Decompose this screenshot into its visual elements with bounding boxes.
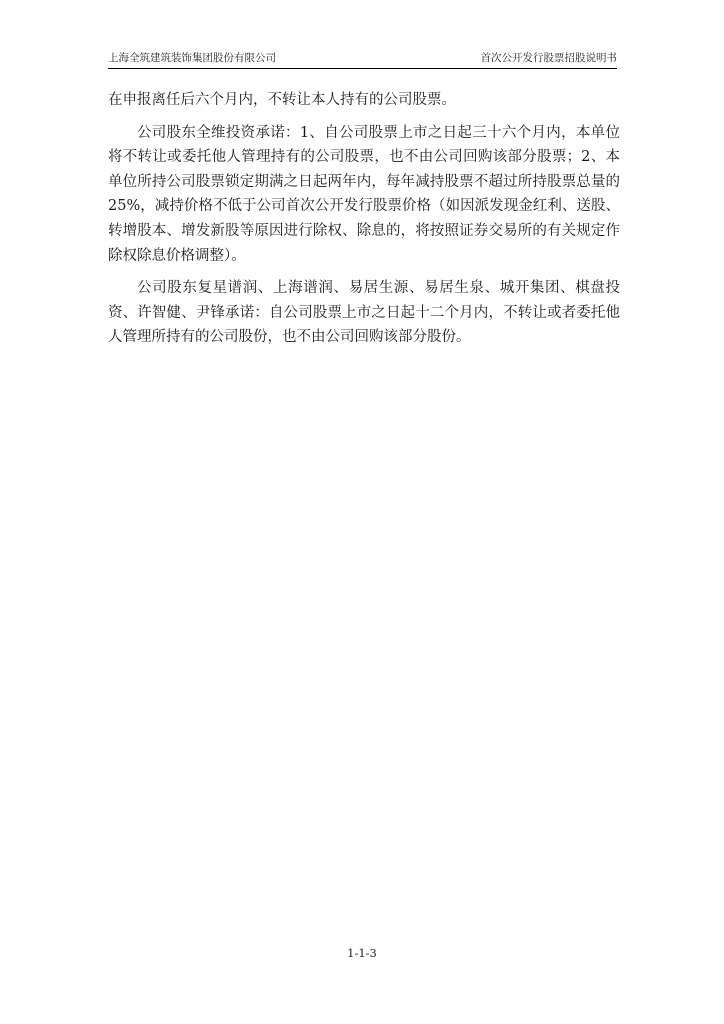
paragraph-shareholders-commitment: 公司股东复星谱润、上海谱润、易居生源、易居生泉、城开集团、棋盘投资、许智健、尹锋承诺：自公司股票上市之日起十二个月内，不转让或者委托他人管理所持有的公司股份，也不由公司回购该部分股份。 (108, 280, 620, 346)
page-header (108, 50, 617, 69)
paragraph-quanwei-commitment: 公司股东全维投资承诺：1、自公司股票上市之日起三十六个月内，本单位将不转让或委托他人管理持有的公司股票，也不由公司回购该部分股票；2、本单位所持公司股票锁定期满之日起两年内，每年减持股票不超过所持股票总量的25%，减持价格不低于公司首次公开发行股票价格（如因派发现金红利、送股、转增股本、增发新股等原因进行除权、除息的，将按照证券交易所的有关规定作除权除息价格调整）。 (108, 124, 620, 264)
header-company-name: 上海全筑建筑装饰集团股份有限公司 (108, 52, 276, 64)
paragraph-continuation: 在申报离任后六个月内，不转让本人持有的公司股票。 (108, 92, 456, 108)
document-body (108, 88, 620, 358)
header-document-title: 首次公开发行股票招股说明书 (480, 52, 617, 64)
page-number: 1-1-3 (347, 946, 377, 960)
